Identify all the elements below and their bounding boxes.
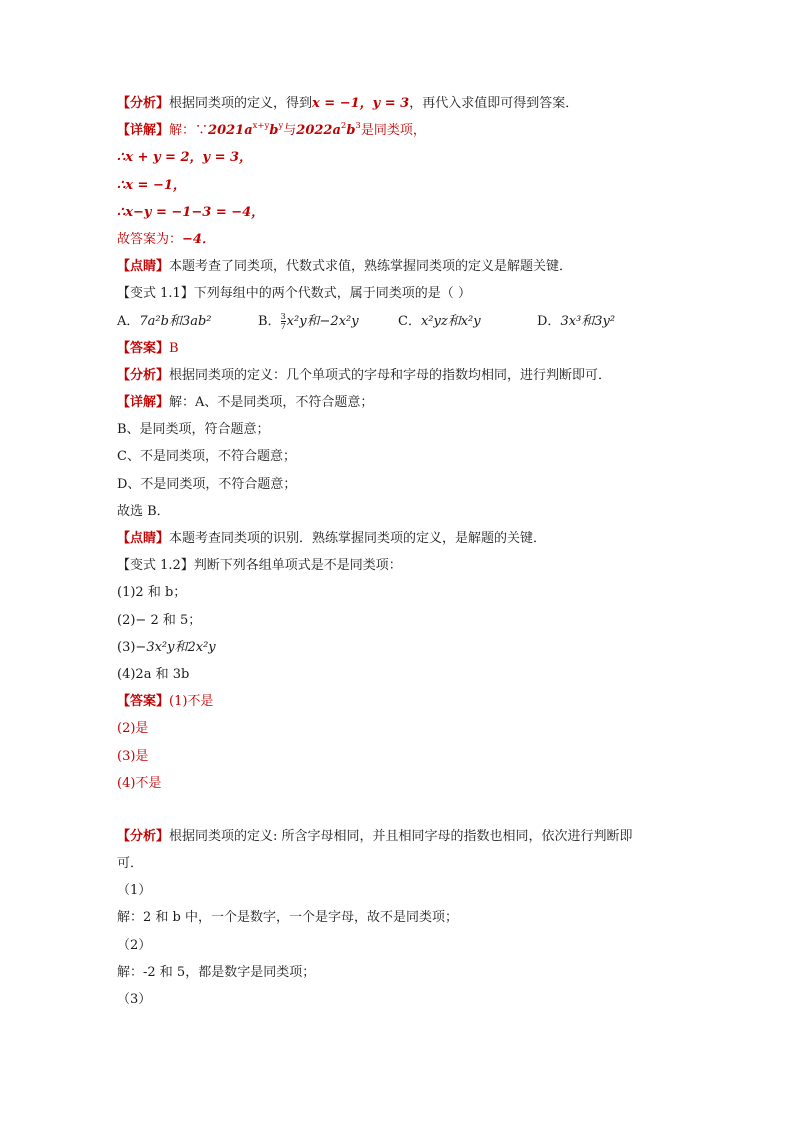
answer-1-1 <box>117 335 687 362</box>
answer-1-2-2: (2)是 <box>117 721 149 737</box>
analysis-text: 根据同类项的定义：几个单项式的字母和字母的指数均相同，进行判断即可． <box>169 367 612 383</box>
sub-heading-3: （3） <box>117 992 152 1007</box>
option-b <box>258 308 398 335</box>
question-3-prefix: (3) <box>117 639 136 655</box>
detail-math-1: 2021a <box>208 123 253 139</box>
sub-heading-1: （1） <box>117 883 152 899</box>
sub-heading-2: （2） <box>117 937 152 953</box>
step-1: ∴x + y = 2，y = 3， <box>117 150 253 166</box>
question-3 <box>117 634 687 661</box>
comment-tag: 【点睛】 <box>117 531 170 546</box>
analysis-text: 根据同类项的定义: 所含字母相同，并且相同字母的指数也相同，依次进行判断即 <box>169 828 633 844</box>
option-a <box>117 308 258 335</box>
answer-value: B <box>169 340 179 356</box>
spacer <box>117 797 687 823</box>
detail-1-1-b: B、是同类项，符合题意； <box>117 422 270 438</box>
option-b-text: x²y和−2x²y <box>286 313 359 329</box>
answer-tag: 【答案】 <box>117 694 170 710</box>
option-c-label: C． <box>398 313 421 329</box>
detail-mid: 与 <box>283 123 297 139</box>
analysis-tag: 【分析】 <box>117 828 170 844</box>
question-1: (1)2 和 b； <box>117 585 187 601</box>
answer-line <box>117 226 687 253</box>
option-d-text: 3x³和3y² <box>560 313 616 329</box>
question-2: (2)− 2 和 5； <box>117 612 202 628</box>
option-c <box>398 308 537 335</box>
detail-math-2-exp: 2 <box>340 120 347 131</box>
detail-math-1-bexp: y <box>278 120 284 131</box>
detail-line <box>117 117 687 144</box>
options-row <box>117 308 687 335</box>
variant-1-2-title: 【变式 1.2】判断下列各组单项式是不是同类项： <box>117 558 402 574</box>
analysis-tag: 【分析】 <box>117 367 170 383</box>
option-a-label: A． <box>117 313 140 329</box>
answer-1-2-4: (4)不是 <box>117 775 162 791</box>
answer-1-2-3: (3)是 <box>117 748 149 764</box>
detail-1-1-a <box>117 389 687 416</box>
comment-tag: 【点睛】 <box>117 259 170 275</box>
conclusion-1-1: 故选 B． <box>117 503 170 519</box>
question-4-prefix: (4) <box>117 666 136 682</box>
step-2: ∴x = −1， <box>117 177 186 193</box>
comment-text: 本题考查同类项的识别．熟练掌握同类项的定义，是解题的关键． <box>169 531 547 546</box>
answer-1-2-1 <box>117 688 687 715</box>
analysis-1-2 <box>117 823 687 850</box>
solution-1: 解：2 和 b 中，一个是数字，一个是字母，故不是同类项； <box>117 910 458 926</box>
answer-value-1: (1)不是 <box>169 694 214 710</box>
analysis-tag: 【分析】 <box>117 96 170 111</box>
detail-math-1-b: b <box>269 123 279 139</box>
detail-1-1-c: C、不是同类项，不符合题意； <box>117 449 296 465</box>
analysis-math: x = −1，y = 3 <box>312 96 410 111</box>
option-c-text: x²yz和x²y <box>420 313 481 329</box>
option-d-label: D． <box>537 313 561 329</box>
detail-text: 解：A、不是同类项，不符合题意； <box>169 395 374 411</box>
option-a-text: 7a²b和3ab² <box>139 313 212 329</box>
comment-text: 本题考查了同类项，代数式求值，熟练掌握同类项的定义是解题关键． <box>169 259 573 275</box>
fraction-numerator: 3 <box>280 311 286 321</box>
analysis-1-1 <box>117 362 687 389</box>
question-4-math: 2a 和 3b <box>135 666 190 682</box>
option-d <box>537 308 615 335</box>
option-b-fraction <box>281 312 286 331</box>
analysis-line <box>117 90 687 117</box>
detail-math-2: 2022a <box>296 123 341 139</box>
detail-prefix: 解：∵ <box>169 123 209 139</box>
comment-1-1 <box>117 525 687 552</box>
answer-value: −4． <box>182 231 215 247</box>
comment-line <box>117 253 687 280</box>
step-3: ∴x−y = −1−3 = −4， <box>117 204 265 220</box>
fraction-denominator: 7 <box>280 321 286 331</box>
detail-tag: 【详解】 <box>117 395 170 411</box>
solution-2: 解：-2 和 5，都是数字是同类项； <box>117 964 316 980</box>
detail-1-1-d: D、不是同类项，不符合题意； <box>117 476 297 492</box>
detail-math-2-b: b <box>346 123 356 139</box>
detail-tag: 【详解】 <box>117 123 170 139</box>
detail-math-2-bexp: 3 <box>355 120 361 131</box>
detail-math-1-exp: x+y <box>252 120 270 131</box>
analysis-tail: ，再代入求值即可得到答案． <box>409 96 579 111</box>
detail-tail: 是同类项， <box>360 123 426 139</box>
option-b-label: B． <box>258 313 281 329</box>
analysis-text: 根据同类项的定义，得到 <box>169 96 313 111</box>
question-4 <box>117 661 687 688</box>
document-page <box>117 90 687 1013</box>
answer-tag: 【答案】 <box>117 340 170 356</box>
question-3-math: −3x²y和2x²y <box>135 639 216 655</box>
variant-1-1-title: 【变式 1.1】下列每组中的两个代数式，属于同类项的是（ ） <box>117 286 471 302</box>
analysis-1-2-cont: 可． <box>117 856 144 872</box>
answer-prefix: 故答案为： <box>117 231 183 247</box>
